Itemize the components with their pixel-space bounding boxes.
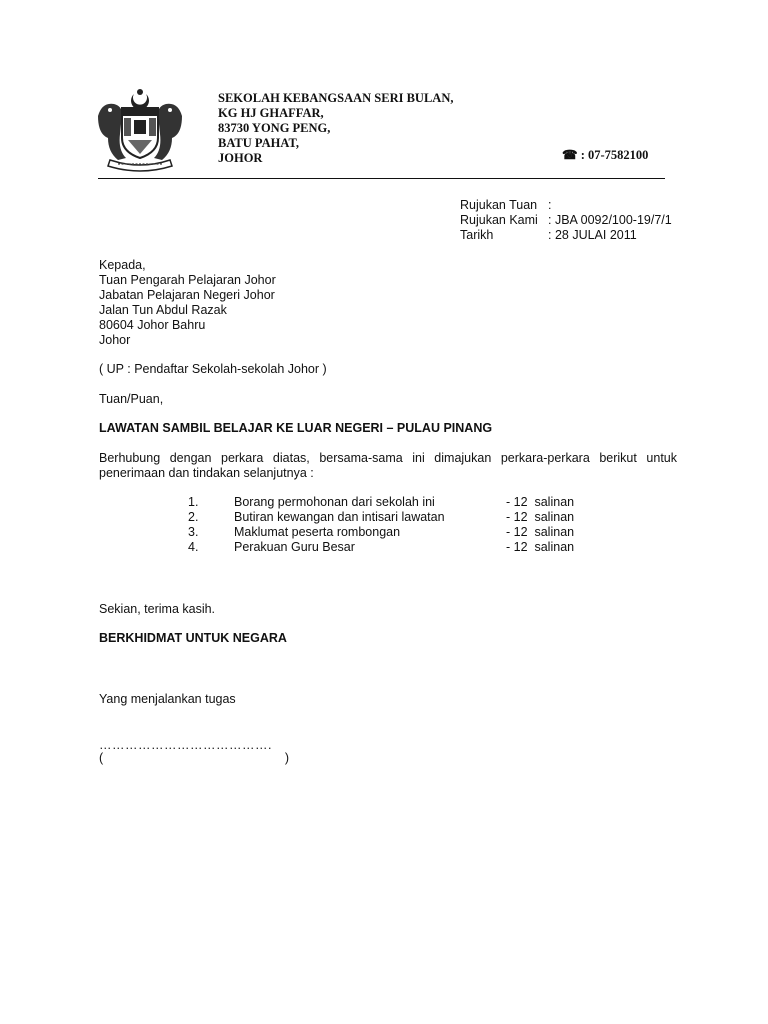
signoff: Yang menjalankan tugas: [99, 692, 236, 706]
address-line: JOHOR: [218, 151, 263, 165]
list-item: [188, 495, 574, 510]
list-item: [188, 525, 574, 540]
name-open-paren: (: [99, 751, 104, 765]
recipient-address: [99, 258, 276, 348]
name-close-paren: ): [284, 751, 289, 765]
recipient-line: Tuan Pengarah Pelajaran Johor: [99, 273, 276, 287]
school-address: [218, 91, 453, 166]
reference-block: [460, 198, 672, 243]
address-line: SEKOLAH KEBANGSAAN SERI BULAN,: [218, 91, 454, 105]
item-text: Perakuan Guru Besar: [234, 540, 355, 554]
list-item: [188, 540, 574, 555]
recipient-line: Johor: [99, 333, 131, 347]
item-number: 1.: [188, 495, 199, 509]
item-quantity: - 12 salinan: [506, 540, 575, 554]
recipient-line: Kepada,: [99, 258, 146, 272]
signatory-name-placeholder: [99, 751, 289, 766]
item-quantity: - 12 salinan: [506, 495, 575, 509]
phone-number: [562, 148, 648, 163]
address-line: KG HJ GHAFFAR,: [218, 106, 324, 120]
salutation: Tuan/Puan,: [99, 392, 164, 406]
item-number: 2.: [188, 510, 199, 524]
recipient-line: Jabatan Pelajaran Negeri Johor: [99, 288, 275, 302]
reference-value: : 28 JULAI 2011: [548, 228, 637, 242]
list-item: [188, 510, 574, 525]
item-quantity: - 12 salinan: [506, 525, 575, 539]
enclosure-list: [188, 495, 574, 555]
telephone-icon: ☎: [562, 148, 578, 162]
body-paragraph: Berhubung dengan perkara diatas, bersama-sama ini dimajukan perkara-perkara berikut untuk penerimaan dan tindakan selanjutnya :: [99, 451, 677, 480]
attention-line: ( UP : Pendaftar Sekolah-sekolah Johor ): [99, 362, 327, 376]
coat-of-arms-icon: [90, 86, 190, 172]
closing-remark: Sekian, terima kasih.: [99, 602, 216, 616]
address-line: 83730 YONG PENG,: [218, 121, 331, 135]
item-text: Butiran kewangan dan intisari lawatan: [234, 510, 445, 524]
reference-row: [460, 228, 672, 243]
item-text: Maklumat peserta rombongan: [234, 525, 401, 539]
reference-row: [460, 213, 672, 228]
phone-text: : 07-7582100: [580, 148, 649, 162]
reference-label: Rujukan Kami: [460, 213, 538, 227]
letter-subject: LAWATAN SAMBIL BELAJAR KE LUAR NEGERI – PULAU PINANG: [99, 421, 493, 435]
reference-label: Rujukan Tuan: [460, 198, 538, 212]
reference-row: [460, 198, 672, 213]
item-text: Borang permohonan dari sekolah ini: [234, 495, 435, 509]
item-quantity: - 12 salinan: [506, 510, 575, 524]
item-number: 3.: [188, 525, 199, 539]
item-number: 4.: [188, 540, 199, 554]
address-line: BATU PAHAT,: [218, 136, 300, 150]
motto: BERKHIDMAT UNTUK NEGARA: [99, 631, 287, 645]
reference-value: :: [548, 198, 552, 212]
recipient-line: 80604 Johor Bahru: [99, 318, 206, 332]
letterhead-divider: [98, 178, 665, 179]
reference-value: : JBA 0092/100-19/7/1: [548, 213, 672, 227]
reference-label: Tarikh: [460, 228, 494, 242]
signature-line: ………………………………….: [99, 738, 272, 752]
recipient-line: Jalan Tun Abdul Razak: [99, 303, 227, 317]
